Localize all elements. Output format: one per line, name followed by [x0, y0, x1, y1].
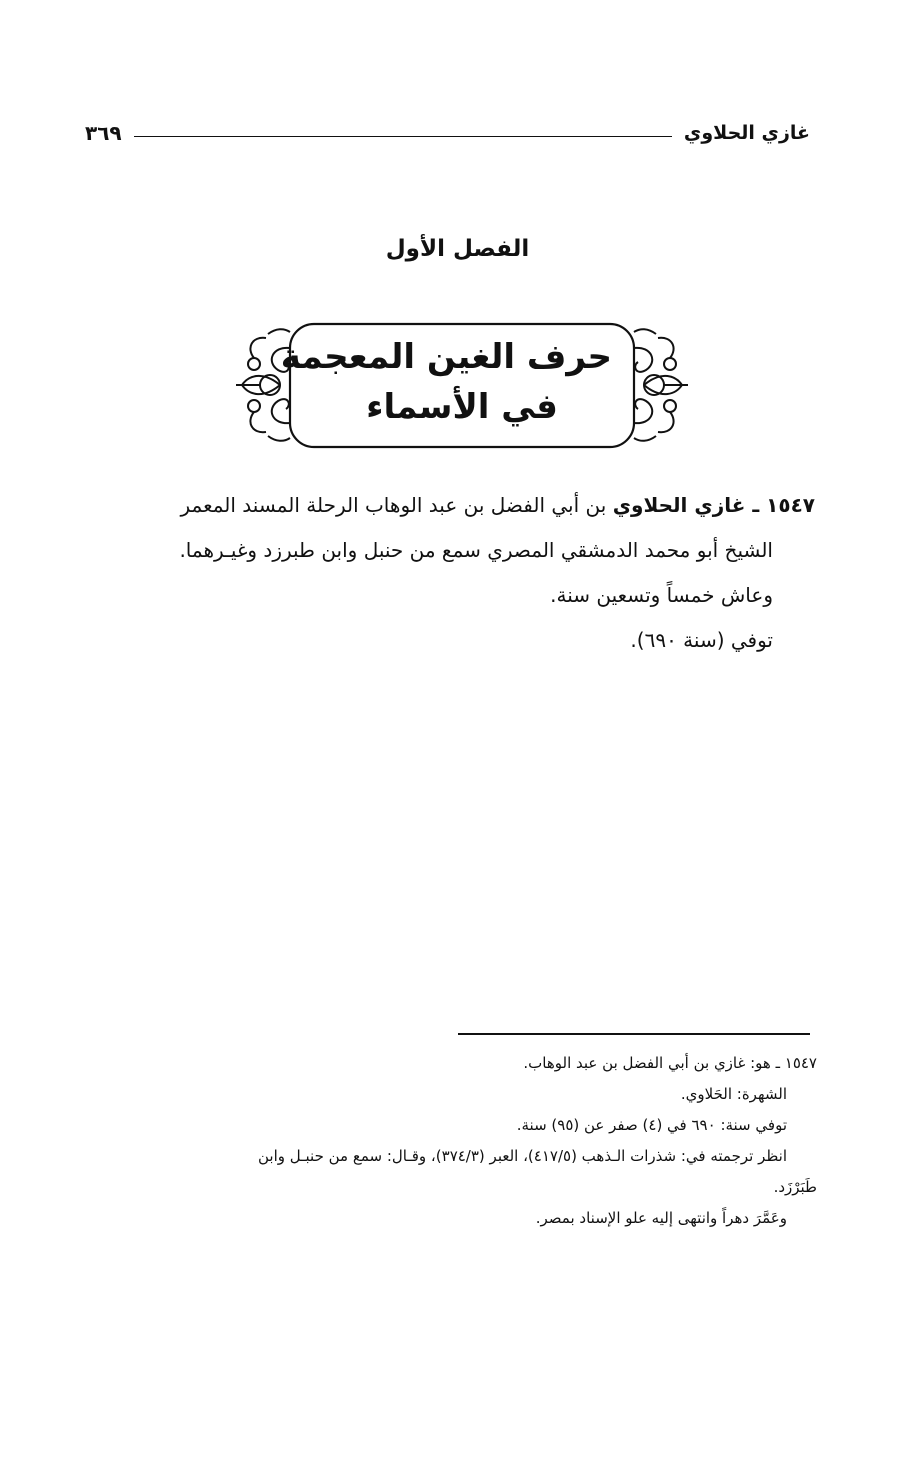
footnote-line-2: الشهرة: الحَلاوي.	[680, 1085, 787, 1103]
footnotes	[95, 1048, 817, 1234]
page-number: ٣٦٩	[85, 121, 122, 145]
section-title	[280, 332, 612, 442]
chapter-heading: الفصل الأول	[385, 236, 530, 262]
entry-number: ١٥٤٧	[766, 493, 815, 517]
header-rule	[134, 136, 672, 137]
biography-entry	[85, 483, 815, 663]
footnote-line-1: ١٥٤٧ ـ هو: غازي بن أبي الفضل بن عبد الوهاب.	[523, 1054, 817, 1072]
entry-dash: ـ	[745, 493, 767, 517]
section-title-cartouche	[232, 318, 692, 453]
entry-line-1	[85, 483, 815, 528]
running-title: غازي الحلاوي	[683, 122, 810, 144]
right-flourish	[634, 329, 688, 441]
footnote-rule	[458, 1033, 810, 1035]
footnote-line-6: وعَمَّرَ دهراً وانتهى إليه علو الإسناد بمصر.	[535, 1209, 787, 1227]
footnote-line-4: انظر ترجمته في: شذرات الـذهب (٤١٧/٥)، العبر (٣٧٤/٣)، وقـال: سمع من حنبـل وابن	[258, 1147, 787, 1165]
footnote-line-5: طَبَرْزَد.	[773, 1178, 817, 1196]
footnote-line-3: توفي سنة: ٦٩٠ في (٤) صفر عن (٩٥) سنة.	[516, 1116, 787, 1134]
entry-name: غازي الحلاوي	[612, 493, 746, 517]
running-header	[85, 118, 810, 148]
section-title-line-1: حرف الغين المعجمة	[280, 337, 612, 377]
section-title-line-2: في الأسماء	[366, 387, 558, 427]
entry-line-3: وعاش خمساً وتسعين سنة.	[550, 583, 773, 607]
entry-line-1-rest: بن أبي الفضل بن عبد الوهاب الرحلة المسند المعمر	[180, 493, 613, 517]
entry-line-4: توفي (سنة ٦٩٠).	[630, 628, 773, 652]
entry-line-2: الشيخ أبو محمد الدمشقي المصري سمع من حنبل وابن طبرزد وغيـرهما.	[179, 538, 773, 562]
